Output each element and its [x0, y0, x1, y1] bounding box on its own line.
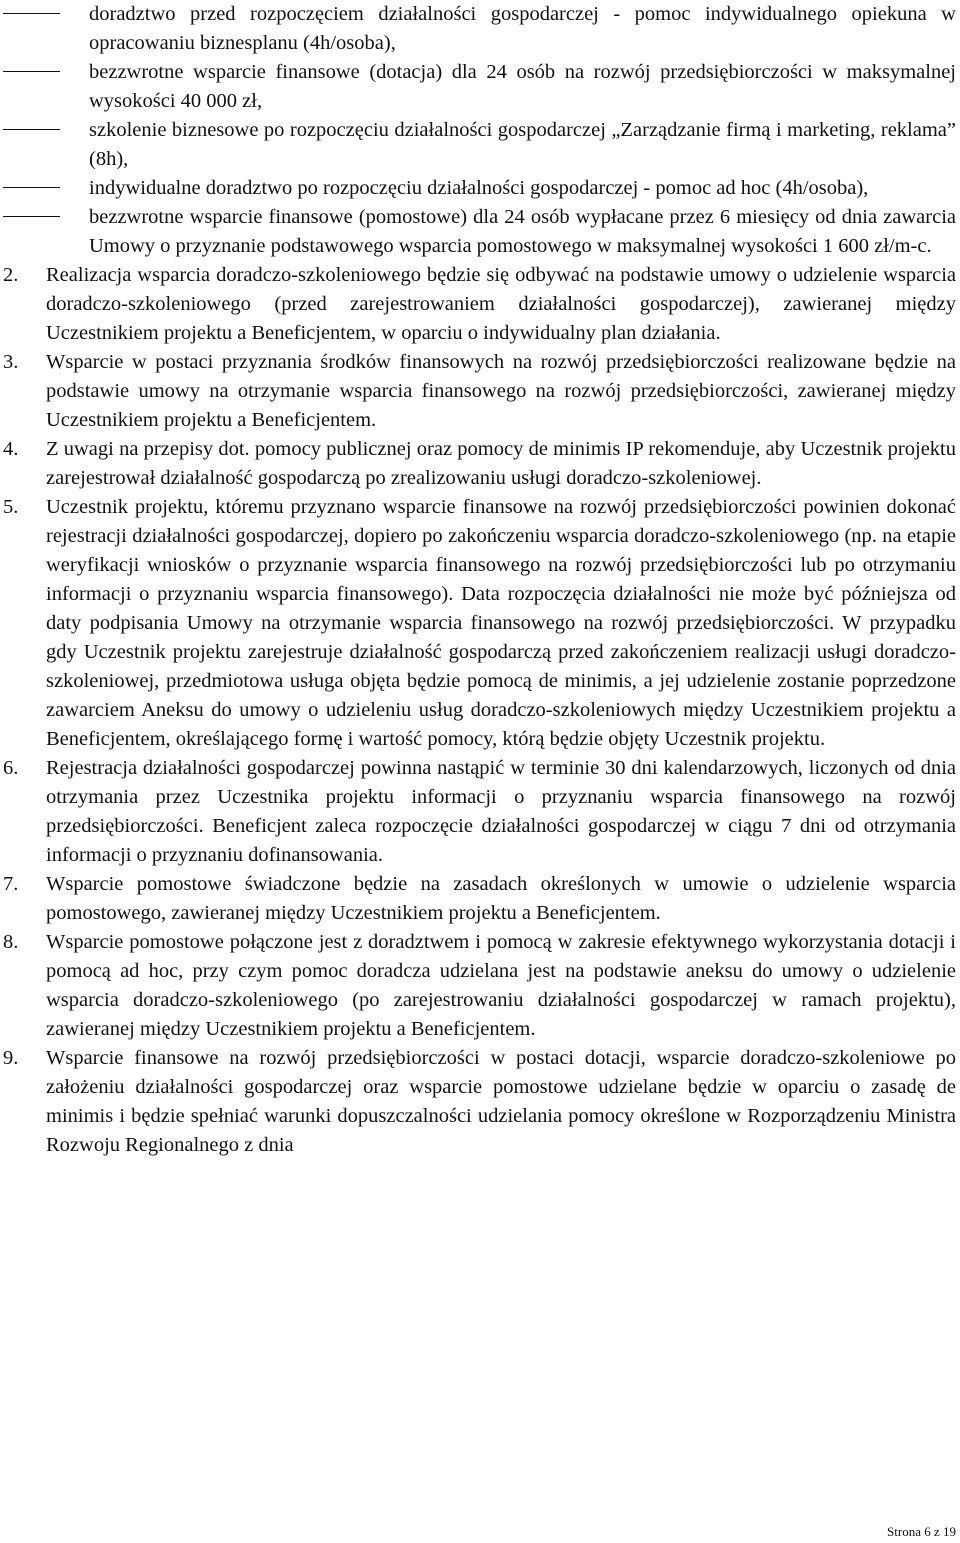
- item-text: Wsparcie pomostowe świadczone będzie na zasadach określonych w umowie o udzielenie wsparcia pomostowego, zawieranej między Uczestnikiem projektu a Beneficjentem.: [46, 873, 956, 924]
- bullet-item: [0, 174, 960, 203]
- bullet-item: [0, 0, 960, 58]
- item-text: Wsparcie finansowe na rozwój przedsiębiorczości w postaci dotacji, wsparcie doradczo-szkoleniowe po założeniu działalności gospodarczej oraz wsparcie pomostowe udzielane będzie w oparciu o zasadę de minimis i będzie spełniać warunki dopuszczalności udzielania pomocy określone w Rozporządzeniu Ministra Rozwoju Regionalnego z dnia: [46, 1047, 956, 1156]
- bullet-list: [0, 0, 960, 261]
- item-text: Uczestnik projektu, któremu przyznano wsparcie finansowe na rozwój przedsiębiorczości powinien dokonać rejestracji działalności gospodarczej, dopiero po zakończeniu wsparcia doradczo-szkoleniowego (np. na etapie weryfikacji wniosków o przyznanie wsparcia finansowego na rozwój przedsiębiorczości lub po otrzymaniu informacji o przyznaniu wsparcia finansowego). Data rozpoczęcia działalności nie może być późniejsza od daty podpisania Umowy na otrzymanie wsparcia finansowego na rozwój przedsiębiorczości. W przypadku gdy Uczestnik projektu zarejestruje działalność gospodarczą przed zakończeniem realizacji usługi doradczo-szkoleniowej, przedmiotowa usługa objęta będzie pomocą de minimis, a jej udzielenie zostanie poprzedzone zawarciem Aneksu do umowy o udzieleniu usług doradczo-szkoleniowych między Uczestnikiem projektu a Beneficjentem, określającego formę i wartość pomocy, którą będzie objęty Uczestnik projektu.: [46, 496, 956, 750]
- page-number: Strona 6 z 19: [887, 1524, 956, 1539]
- dash-icon: [3, 187, 60, 188]
- item-text: Realizacja wsparcia doradczo-szkoleniowego będzie się odbywać na podstawie umowy o udzielenie wsparcia doradczo-szkoleniowego (przed zarejestrowaniem działalności gospodarczej), zawieranej między Uczestnikiem projektu a Beneficjentem, w oparciu o indywidualny plan działania.: [46, 264, 956, 344]
- numbered-item-3: [0, 348, 960, 435]
- bullet-text: bezzwrotne wsparcie finansowe (pomostowe) dla 24 osób wypłacane przez 6 miesięcy od dnia zawarcia Umowy o przyznanie podstawowego wsparcia pomostowego w maksymalnej wysokości 1 600 zł/m-c.: [89, 206, 956, 257]
- item-text: Z uwagi na przepisy dot. pomocy publicznej oraz pomocy de minimis IP rekomenduje, aby Uczestnik projektu zarejestrował działalność gospodarczą po zrealizowaniu usługi doradczo-szkoleniowej.: [46, 438, 956, 489]
- item-number: 7.: [3, 873, 19, 895]
- item-number: 6.: [3, 757, 19, 779]
- bullet-text: indywidualne doradztwo po rozpoczęciu działalności gospodarczej - pomoc ad hoc (4h/osoba),: [89, 177, 869, 199]
- dash-icon: [3, 71, 60, 72]
- item-text: Rejestracja działalności gospodarczej powinna nastąpić w terminie 30 dni kalendarzowych, liczonych od dnia otrzymania przez Uczestnika projektu informacji o przyznaniu wsparcia finansowego na rozwój przedsiębiorczości. Beneficjent zaleca rozpoczęcie działalności gospodarczej w ciągu 7 dni od otrzymania informacji o przyznaniu dofinansowania.: [46, 757, 956, 866]
- item-text: Wsparcie w postaci przyznania środków finansowych na rozwój przedsiębiorczości realizowane będzie na podstawie umowy na otrzymanie wsparcia finansowego na rozwój przedsiębiorczości, zawieranej między Uczestnikiem projektu a Beneficjentem.: [46, 351, 956, 431]
- item-text: Wsparcie pomostowe połączone jest z doradztwem i pomocą w zakresie efektywnego wykorzystania dotacji i pomocą ad hoc, przy czym pomoc doradcza udzielana jest na podstawie aneksu do umowy o udzielenie wsparcia doradczo-szkoleniowego (po zarejestrowaniu działalności gospodarczej w ramach projektu), zawieranej między Uczestnikiem projektu a Beneficjentem.: [46, 931, 956, 1040]
- dash-icon: [3, 216, 60, 217]
- numbered-item-6: [0, 754, 960, 870]
- bullet-item: [0, 116, 960, 174]
- dash-icon: [3, 13, 60, 14]
- numbered-item-8: [0, 928, 960, 1044]
- bullet-text: szkolenie biznesowe po rozpoczęciu działalności gospodarczej „Zarządzanie firmą i marketing, reklama” (8h),: [89, 119, 956, 170]
- item-number: 8.: [3, 931, 19, 953]
- bullet-item: [0, 203, 960, 261]
- numbered-item-4: [0, 435, 960, 493]
- bullet-text: bezzwrotne wsparcie finansowe (dotacja) dla 24 osób na rozwój przedsiębiorczości w maksymalnej wysokości 40 000 zł,: [89, 61, 956, 112]
- item-number: 3.: [3, 351, 19, 373]
- numbered-item-2: [0, 261, 960, 348]
- item-number: 9.: [3, 1047, 19, 1069]
- item-number: 4.: [3, 438, 19, 460]
- dash-icon: [3, 129, 60, 130]
- item-number: 2.: [3, 264, 19, 286]
- bullet-text: doradztwo przed rozpoczęciem działalności gospodarczej - pomoc indywidualnego opiekuna w opracowaniu biznesplanu (4h/osoba),: [89, 3, 956, 54]
- item-number: 5.: [3, 496, 19, 518]
- numbered-item-7: [0, 870, 960, 928]
- numbered-list: [0, 261, 960, 1160]
- bullet-item: [0, 58, 960, 116]
- numbered-item-5: [0, 493, 960, 754]
- numbered-item-9: [0, 1044, 960, 1160]
